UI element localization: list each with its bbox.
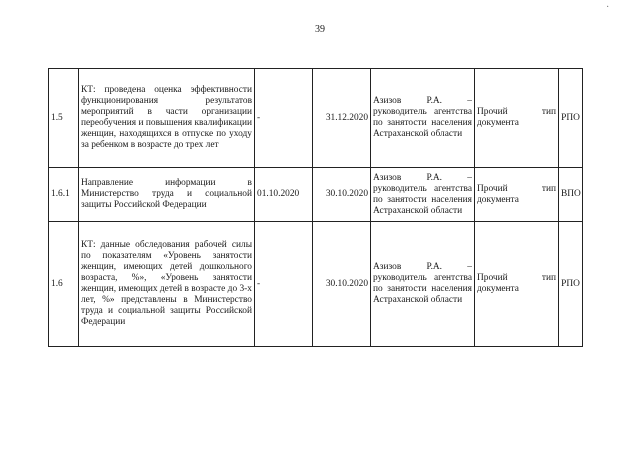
row-start-date: - [255, 222, 313, 347]
row-responsible: Азизов Р.А. – руководитель агентства по занятости населения Астраханской области [371, 168, 475, 222]
row-number: 1.5 [49, 69, 79, 168]
row-start-date: 01.10.2020 [255, 168, 313, 222]
row-number: 1.6 [49, 222, 79, 347]
table-row [49, 69, 583, 168]
corner-mark: · [606, 2, 610, 13]
row-end-date: 31.12.2020 [313, 69, 371, 168]
row-level: РПО [559, 222, 583, 347]
row-description: Направление информации в Министерство труда и социальной защиты Российской Федерации [79, 168, 255, 222]
plan-table [48, 68, 583, 347]
row-document-type: Прочий тип документа [475, 222, 559, 347]
row-description: КТ: проведена оценка эффективности функционирования результатов мероприятий в части организации переобучения и повышения квалификации женщин, находящихся в отпуске по уходу за ребенком в возрасте до трех лет [79, 69, 255, 168]
row-document-type: Прочий тип документа [475, 69, 559, 168]
table-row [49, 168, 583, 222]
row-level: РПО [559, 69, 583, 168]
row-level: ВПО [559, 168, 583, 222]
row-number: 1.6.1 [49, 168, 79, 222]
row-responsible: Азизов Р.А. – руководитель агентства по занятости населения Астраханской области [371, 69, 475, 168]
row-responsible: Азизов Р.А. – руководитель агентства по занятости населения Астраханской области [371, 222, 475, 347]
row-document-type: Прочий тип документа [475, 168, 559, 222]
row-start-date: - [255, 69, 313, 168]
row-description: КТ: данные обследования рабочей силы по показателям «Уровень занятости женщин, имеющих детей дошкольного возраста, %», «Уровень занятости женщин, имеющих детей в возрасте до 3-х лет, %» представлены в Министерство труда и социальной защиты Российской Федерации [79, 222, 255, 347]
row-end-date: 30.10.2020 [313, 222, 371, 347]
table-row [49, 222, 583, 347]
row-end-date: 30.10.2020 [313, 168, 371, 222]
page-number: 39 [315, 24, 325, 35]
